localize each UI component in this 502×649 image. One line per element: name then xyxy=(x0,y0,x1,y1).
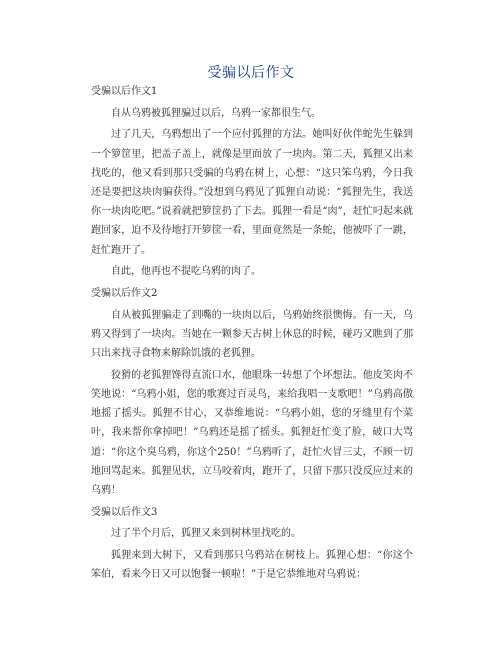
document-title: 受骗以后作文 xyxy=(207,65,295,81)
body-paragraph: 自此，他再也不提吃乌鸦的肉了。 xyxy=(111,266,261,278)
section-heading: 受骗以后作文3 xyxy=(91,506,158,518)
body-paragraph: 自从乌鸦被狐狸骗过以后，乌鸦一家都很生气。 xyxy=(111,107,321,119)
section-heading: 受骗以后作文2 xyxy=(91,288,158,300)
body-paragraph: 狐狸来到大树下，又看到那只乌鸦站在树枝上。狐狸心想：“你这个笨伯，看来今日又可以饱餐一顿啦！”于是它恭维地对乌鸦说： xyxy=(91,550,413,581)
body-paragraph: 过了几天，乌鸦想出了一个应付狐狸的方法。她叫好伙伴蛇先生躲到一个箩筐里，把盖子盖上，就像是里面放了一块肉。第二天，狐狸又出来找吃的，他又看到那只受骗的乌鸦在树上，心想：“这只笨乌鸦，今日我还是要把这块肉骗获得。”没想到乌鸦见了狐狸自动说：“狐狸先生，我送你一块肉吃吧。”说着就把箩筐扔了下去。狐狸一看是“肉”，赶忙叼起来就跑回家，迫不及待地打开箩筐一看，里面竟然是一条蛇，他被吓了一跳，赶忙跑开了。 xyxy=(91,129,413,256)
body-paragraph: 过了半个月后，狐狸又来到树林里找吃的。 xyxy=(111,528,301,540)
section-heading: 受骗以后作文1 xyxy=(91,86,158,97)
body-paragraph: 自从被狐狸骗走了到嘴的一块肉以后，乌鸦始终很懊悔。有一天，乌鸦又得到了一块肉。当她在一颗参天古树上休息的时候，碰巧又瞧到了那只出来找寻食物来解除饥饿的老狐狸。 xyxy=(91,309,413,360)
document-body xyxy=(91,82,413,587)
body-paragraph: 狡猾的老狐狸馋得直流口水，他眼珠一转想了个坏想法。他皮笑肉不笑地说：“乌鸦小姐，您的歌赛过百灵鸟，来给我唱一支歌吧！”乌鸦高傲地摇了摇头。狐狸不甘心，又恭维地说：“乌鸦小姐，您的牙缝里有个菜叶，我来帮你拿掉吧！”乌鸦还是摇了摇头。狐狸赶忙变了脸，破口大骂道：“你这个臭乌鸦，你这个250！”乌鸦听了，赶忙火冒三丈，不顾一切地回骂起来。狐狸见状，立马咬着肉，跑开了，只留下那只没反应过来的乌鸦！ xyxy=(91,369,413,497)
